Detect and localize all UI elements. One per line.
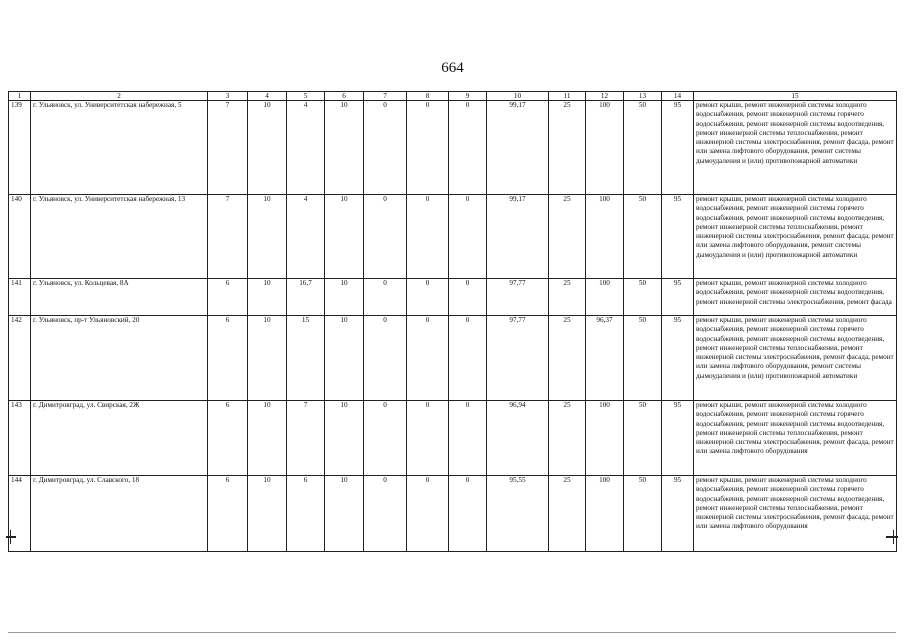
value-cell: 95 bbox=[662, 279, 694, 316]
value-cell: 16,7 bbox=[287, 279, 325, 316]
row-number: 141 bbox=[9, 279, 31, 316]
table-row bbox=[9, 476, 897, 552]
value-cell: 100 bbox=[586, 195, 624, 279]
value-cell: 10 bbox=[325, 101, 364, 195]
row-number: 143 bbox=[9, 401, 31, 476]
value-cell: 50 bbox=[624, 476, 662, 552]
value-cell: 7 bbox=[208, 195, 248, 279]
value-cell: 6 bbox=[208, 476, 248, 552]
column-header: 13 bbox=[624, 92, 662, 101]
value-cell: 50 bbox=[624, 101, 662, 195]
value-cell: 0 bbox=[364, 195, 407, 279]
value-cell: 25 bbox=[549, 279, 586, 316]
scan-mark-left-tick bbox=[10, 530, 11, 544]
value-cell: 95 bbox=[662, 401, 694, 476]
value-cell: 95 bbox=[662, 101, 694, 195]
value-cell: 0 bbox=[449, 101, 487, 195]
value-cell: 10 bbox=[325, 476, 364, 552]
scan-mark-left bbox=[6, 536, 16, 538]
value-cell: 10 bbox=[325, 195, 364, 279]
works-cell: ремонт крыши, ремонт инженерной системы холодного водоснабжения, ремонт инженерной системы горячего водоснабжения, ремонт инженерной системы водоотведения, ремонт инженерной системы теплоснабжения, ремонт инженерной системы электроснабжения, ремонт фасада, ремонт или замена лифтового оборудования bbox=[694, 401, 897, 476]
value-cell: 6 bbox=[287, 476, 325, 552]
address-cell: г. Димитровград, ул. Славского, 18 bbox=[31, 476, 208, 552]
address-cell: г. Ульяновск, пр-т Ульяновский, 20 bbox=[31, 316, 208, 401]
value-cell: 97,77 bbox=[487, 316, 549, 401]
value-cell: 0 bbox=[407, 279, 449, 316]
value-cell: 0 bbox=[364, 401, 407, 476]
column-header: 14 bbox=[662, 92, 694, 101]
value-cell: 7 bbox=[287, 401, 325, 476]
value-cell: 15 bbox=[287, 316, 325, 401]
value-cell: 6 bbox=[208, 401, 248, 476]
column-header: 10 bbox=[487, 92, 549, 101]
value-cell: 25 bbox=[549, 316, 586, 401]
address-cell: г. Ульяновск, ул. Университетская набережная, 13 bbox=[31, 195, 208, 279]
value-cell: 0 bbox=[407, 316, 449, 401]
value-cell: 0 bbox=[407, 401, 449, 476]
works-cell: ремонт крыши, ремонт инженерной системы холодного водоснабжения, ремонт инженерной системы горячего водоснабжения, ремонт инженерной системы водоотведения, ремонт инженерной системы теплоснабжения, ремонт инженерной системы электроснабжения, ремонт фасада, ремонт или замена лифтового оборудования, ремонт системы дымоудаления и (или) противопожарной автоматики bbox=[694, 101, 897, 195]
value-cell: 0 bbox=[364, 101, 407, 195]
value-cell: 50 bbox=[624, 279, 662, 316]
value-cell: 10 bbox=[325, 316, 364, 401]
value-cell: 0 bbox=[449, 195, 487, 279]
value-cell: 6 bbox=[208, 316, 248, 401]
table-row bbox=[9, 195, 897, 279]
column-header: 12 bbox=[586, 92, 624, 101]
header-row bbox=[9, 92, 897, 101]
row-number: 142 bbox=[9, 316, 31, 401]
column-header: 7 bbox=[364, 92, 407, 101]
value-cell: 0 bbox=[364, 279, 407, 316]
works-cell: ремонт крыши, ремонт инженерной системы холодного водоснабжения, ремонт инженерной системы горячего водоснабжения, ремонт инженерной системы водоотведения, ремонт инженерной системы теплоснабжения, ремонт инженерной системы электроснабжения, ремонт фасада, ремонт или замена лифтового оборудования, ремонт системы дымоудаления и (или) противопожарной автоматики bbox=[694, 195, 897, 279]
value-cell: 10 bbox=[325, 401, 364, 476]
column-header: 9 bbox=[449, 92, 487, 101]
column-header: 1 bbox=[9, 92, 31, 101]
value-cell: 95 bbox=[662, 195, 694, 279]
value-cell: 97,77 bbox=[487, 279, 549, 316]
value-cell: 4 bbox=[287, 101, 325, 195]
column-header: 15 bbox=[694, 92, 897, 101]
value-cell: 95 bbox=[662, 316, 694, 401]
value-cell: 25 bbox=[549, 476, 586, 552]
value-cell: 0 bbox=[449, 401, 487, 476]
row-number: 139 bbox=[9, 101, 31, 195]
column-header: 11 bbox=[549, 92, 586, 101]
column-header: 8 bbox=[407, 92, 449, 101]
value-cell: 10 bbox=[325, 279, 364, 316]
value-cell: 10 bbox=[248, 195, 287, 279]
value-cell: 0 bbox=[407, 195, 449, 279]
value-cell: 99,17 bbox=[487, 195, 549, 279]
value-cell: 95 bbox=[662, 476, 694, 552]
value-cell: 100 bbox=[586, 279, 624, 316]
value-cell: 99,17 bbox=[487, 101, 549, 195]
value-cell: 100 bbox=[586, 401, 624, 476]
table-row bbox=[9, 279, 897, 316]
value-cell: 6 bbox=[208, 279, 248, 316]
scan-mark-right bbox=[886, 536, 898, 538]
works-cell: ремонт крыши, ремонт инженерной системы холодного водоснабжения, ремонт инженерной системы горячего водоснабжения, ремонт инженерной системы водоотведения, ремонт инженерной системы теплоснабжения, ремонт инженерной системы электроснабжения, ремонт фасада, ремонт или замена лифтового оборудования, ремонт системы дымоудаления и (или) противопожарной автоматики bbox=[694, 316, 897, 401]
value-cell: 96,94 bbox=[487, 401, 549, 476]
value-cell: 10 bbox=[248, 101, 287, 195]
value-cell: 10 bbox=[248, 279, 287, 316]
table-row bbox=[9, 316, 897, 401]
value-cell: 10 bbox=[248, 316, 287, 401]
value-cell: 10 bbox=[248, 476, 287, 552]
value-cell: 25 bbox=[549, 195, 586, 279]
column-header: 3 bbox=[208, 92, 248, 101]
column-header: 6 bbox=[325, 92, 364, 101]
value-cell: 4 bbox=[287, 195, 325, 279]
scan-mark-bottom bbox=[8, 632, 896, 633]
repair-program-table bbox=[8, 91, 897, 552]
value-cell: 95,55 bbox=[487, 476, 549, 552]
scan-mark-right-tick bbox=[893, 530, 894, 544]
address-cell: г. Ульяновск, ул. Университетская набережная, 5 bbox=[31, 101, 208, 195]
value-cell: 0 bbox=[449, 316, 487, 401]
value-cell: 0 bbox=[407, 476, 449, 552]
value-cell: 10 bbox=[248, 401, 287, 476]
value-cell: 0 bbox=[407, 101, 449, 195]
value-cell: 7 bbox=[208, 101, 248, 195]
value-cell: 50 bbox=[624, 195, 662, 279]
value-cell: 50 bbox=[624, 401, 662, 476]
page-number: 664 bbox=[441, 60, 464, 76]
address-cell: г. Димитровград, ул. Свирская, 2Ж bbox=[31, 401, 208, 476]
value-cell: 96,37 bbox=[586, 316, 624, 401]
value-cell: 25 bbox=[549, 401, 586, 476]
value-cell: 50 bbox=[624, 316, 662, 401]
table-row bbox=[9, 101, 897, 195]
value-cell: 100 bbox=[586, 101, 624, 195]
value-cell: 0 bbox=[364, 476, 407, 552]
value-cell: 0 bbox=[449, 279, 487, 316]
address-cell: г. Ульяновск, ул. Кольцевая, 8А bbox=[31, 279, 208, 316]
table-row bbox=[9, 401, 897, 476]
row-number: 140 bbox=[9, 195, 31, 279]
value-cell: 100 bbox=[586, 476, 624, 552]
column-header: 2 bbox=[31, 92, 208, 101]
value-cell: 0 bbox=[364, 316, 407, 401]
column-header: 4 bbox=[248, 92, 287, 101]
works-cell: ремонт крыши, ремонт инженерной системы холодного водоснабжения, ремонт инженерной системы горячего водоснабжения, ремонт инженерной системы водоотведения, ремонт инженерной системы теплоснабжения, ремонт инженерной системы электроснабжения, ремонт фасада, ремонт или замена лифтового оборудования bbox=[694, 476, 897, 552]
column-header: 5 bbox=[287, 92, 325, 101]
works-cell: ремонт крыши, ремонт инженерной системы холодного водоснабжения, ремонт инженерной системы водоотведения, ремонт инженерной системы электроснабжения, ремонт фасада bbox=[694, 279, 897, 316]
value-cell: 25 bbox=[549, 101, 586, 195]
row-number: 144 bbox=[9, 476, 31, 552]
value-cell: 0 bbox=[449, 476, 487, 552]
